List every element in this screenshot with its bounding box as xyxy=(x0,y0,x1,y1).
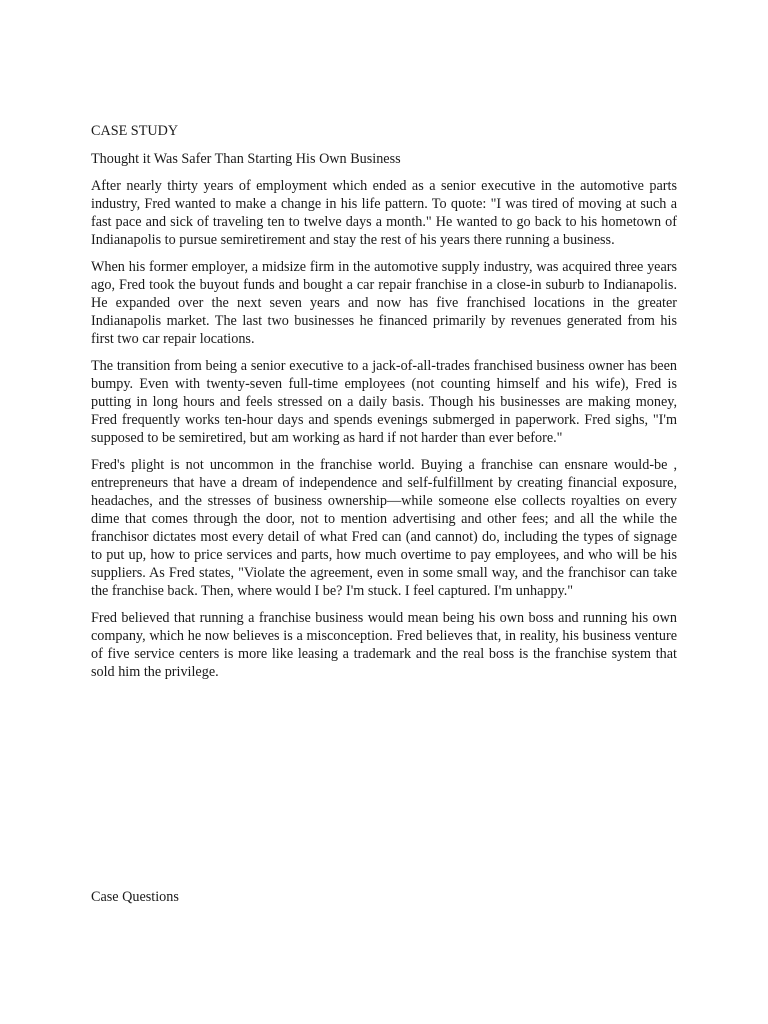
paragraph-5: Fred believed that running a franchise business would mean being his own boss and running his own company, which he now believes is a misconception. Fred believes that, in reality, his business venture of five service centers is more like leasing a trademark and the real boss is the franchise system that sold him the privilege. xyxy=(91,610,677,680)
paragraph-1: After nearly thirty years of employment which ended as a senior executive in the automotive parts industry, Fred wanted to make a change in his life pattern. To quote: "I was tired of moving at such a fast pace and sick of traveling ten to twelve days a month." He wanted to go back to his hometown of Indianapolis to pursue semiretirement and stay the rest of his years there running a business. xyxy=(91,178,677,248)
case-study-title: Thought it Was Safer Than Starting His Own Business xyxy=(91,151,401,167)
document-body xyxy=(91,120,677,681)
paragraph-3: The transition from being a senior executive to a jack-of-all-trades franchised business owner has been bumpy. Even with twenty-seven full-time employees (not counting himself and his wife), Fred is putting in long hours and feels stressed on a daily basis. Though his businesses are making money, Fred frequently works ten-hour days and spends evenings submerged in paperwork. Fred sighs, "I'm supposed to be semiretired, but am working as hard if not harder than ever before." xyxy=(91,358,677,446)
case-study-label: CASE STUDY xyxy=(91,123,179,139)
paragraph-4: Fred's plight is not uncommon in the franchise world. Buying a franchise can ensnare would-be , entrepreneurs that have a dream of independence and self-fulfillment by creating financial exposure, headaches, and the stresses of business ownership—while someone else collects royalties on every dime that comes through the door, not to mention advertising and other fees; and all the while the franchisor dictates most every detail of what Fred can (and cannot) do, including the types of signage to put up, how to price services and parts, how much overtime to pay employees, and who will be his suppliers. As Fred states, "Violate the agreement, even in some small way, and the franchisor can take the franchise back. Then, where would I be? I'm stuck. I feel captured. I'm unhappy." xyxy=(91,457,677,599)
paragraph-2: When his former employer, a midsize firm in the automotive supply industry, was acquired three years ago, Fred took the buyout funds and bought a car repair franchise in a close-in suburb to Indianapolis. He expanded over the next seven years and now has five franchised locations in the greater Indianapolis market. The last two businesses he financed primarily by revenues generated from his first two car repair locations. xyxy=(91,259,677,347)
case-questions-heading: Case Questions xyxy=(91,889,179,905)
